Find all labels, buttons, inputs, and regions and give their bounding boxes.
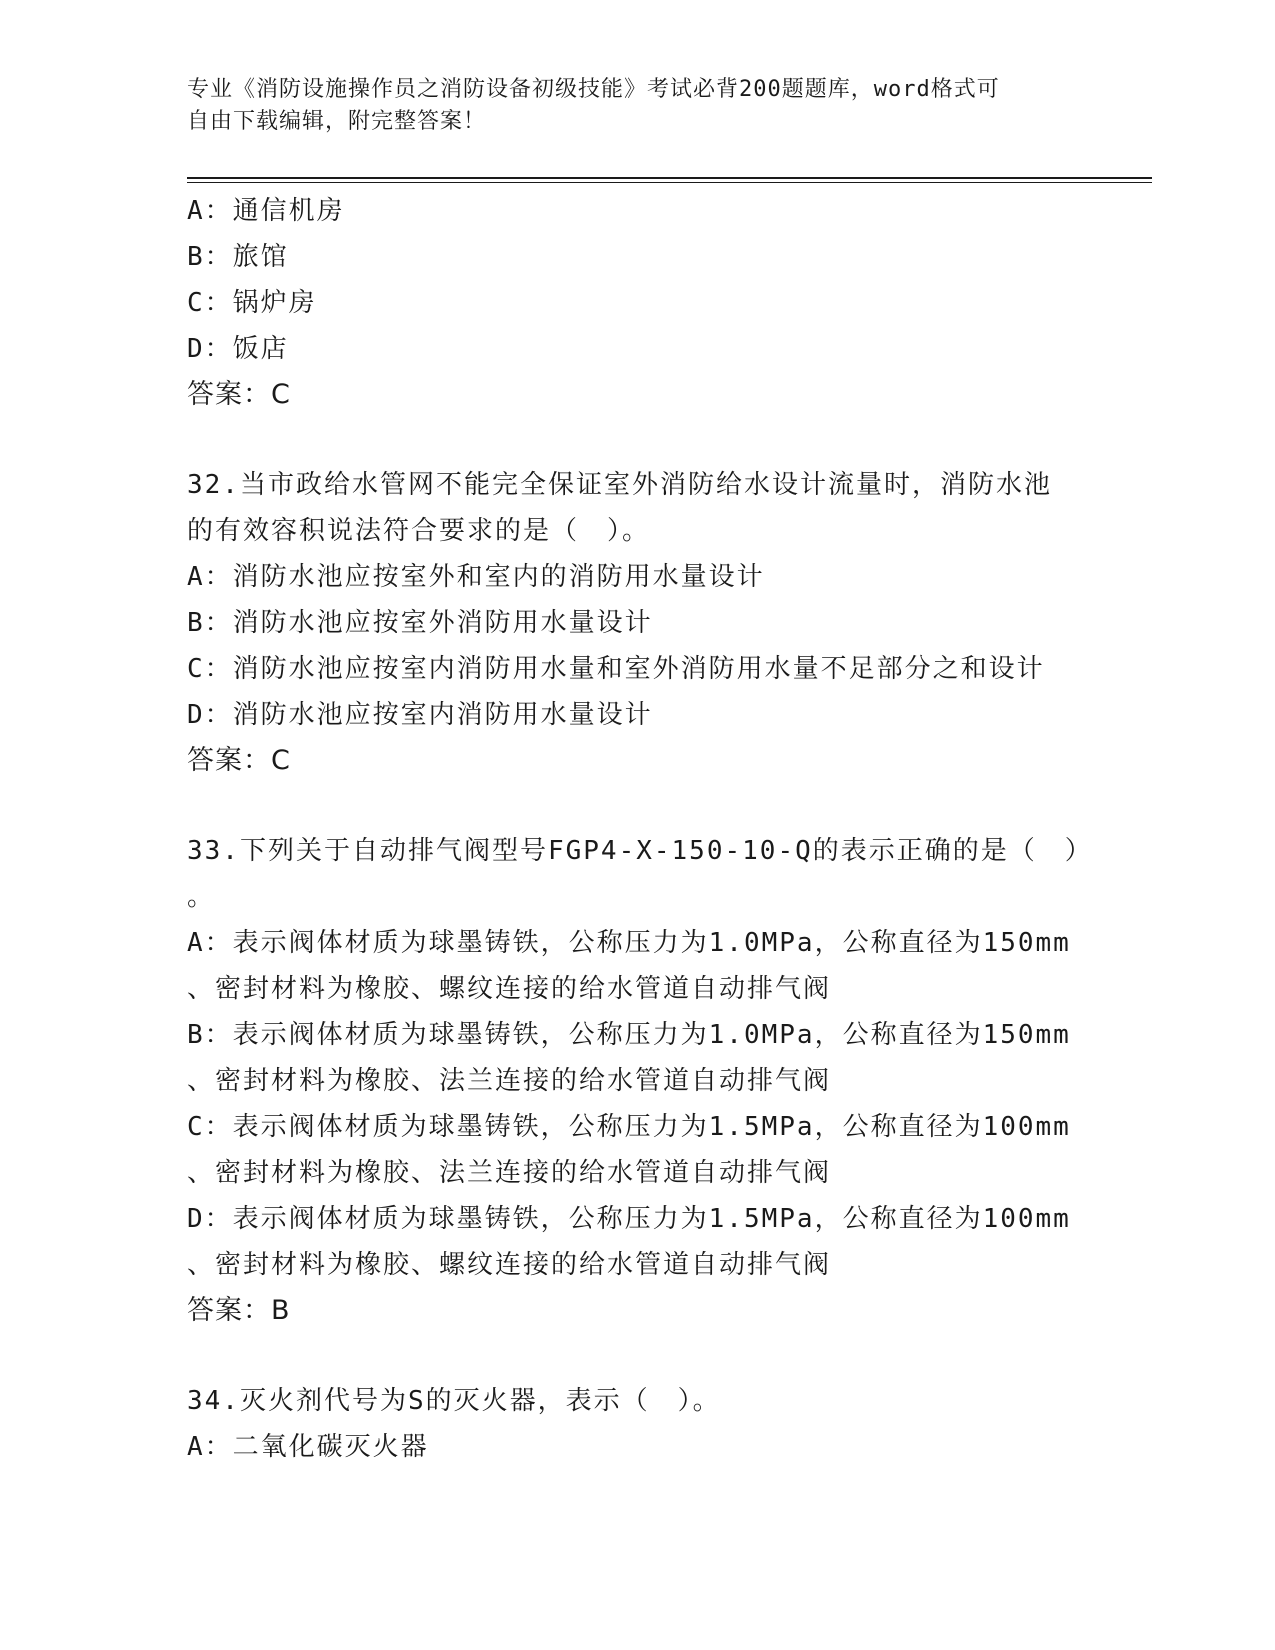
option-c: C：消防水池应按室内消防用水量和室外消防用水量不足部分之和设计 [187, 654, 1045, 684]
answer: 答案：B [187, 1295, 291, 1326]
spacer [187, 418, 1087, 462]
option-a-line-1: A：表示阀体材质为球墨铸铁，公称压力为1.0MPa，公称直径为150mm [187, 928, 1071, 958]
option-c-line-2: 、密封材料为橡胶、法兰连接的给水管道自动排气阀 [187, 1158, 832, 1188]
question-list [187, 188, 1093, 1470]
question-31 [187, 188, 1087, 418]
header-line-2: 自由下载编辑，附完整答案！ [187, 109, 487, 134]
question-stem-line-2: 的有效容积说法符合要求的是（ ）。 [187, 516, 651, 546]
question-stem-line-2: 。 [187, 882, 216, 912]
spacer [187, 1334, 1087, 1378]
answer: 答案：C [187, 379, 291, 410]
option-d: D：消防水池应按室内消防用水量设计 [187, 700, 653, 730]
answer: 答案：C [187, 745, 291, 776]
option-a: A：二氧化碳灭火器 [187, 1432, 429, 1462]
option-b-line-2: 、密封材料为橡胶、法兰连接的给水管道自动排气阀 [187, 1066, 832, 1096]
option-a: A：通信机房 [187, 196, 345, 226]
option-b: B：旅馆 [187, 242, 289, 272]
header-divider-thin [187, 182, 1152, 183]
question-stem-line-1: 33.下列关于自动排气阀型号FGP4-X-150-10-Q的表示正确的是（ ） [187, 836, 1093, 866]
question-stem-line-1: 32.当市政给水管网不能完全保证室外消防给水设计流量时，消防水池 [187, 470, 1052, 500]
option-a-line-2: 、密封材料为橡胶、螺纹连接的给水管道自动排气阀 [187, 974, 832, 1004]
document-header [187, 74, 1087, 138]
option-d: D：饭店 [187, 334, 289, 364]
question-32 [187, 462, 1087, 784]
header-line-1: 专业《消防设施操作员之消防设备初级技能》考试必背200题题库，word格式可 [187, 77, 1000, 102]
option-c-line-1: C：表示阀体材质为球墨铸铁，公称压力为1.5MPa，公称直径为100mm [187, 1112, 1071, 1142]
option-b-line-1: B：表示阀体材质为球墨铸铁，公称压力为1.0MPa，公称直径为150mm [187, 1020, 1071, 1050]
option-d-line-2: 、密封材料为橡胶、螺纹连接的给水管道自动排气阀 [187, 1250, 832, 1280]
question-33 [187, 828, 1093, 1334]
option-d-line-1: D：表示阀体材质为球墨铸铁，公称压力为1.5MPa，公称直径为100mm [187, 1204, 1071, 1234]
question-stem-line-1: 34.灭火剂代号为S的灭火器，表示（ ）。 [187, 1386, 721, 1416]
option-a: A：消防水池应按室外和室内的消防用水量设计 [187, 562, 765, 592]
spacer [187, 784, 1087, 828]
header-divider-thick [187, 177, 1152, 179]
option-b: B：消防水池应按室外消防用水量设计 [187, 608, 653, 638]
option-c: C：锅炉房 [187, 288, 317, 318]
question-34 [187, 1378, 1087, 1470]
